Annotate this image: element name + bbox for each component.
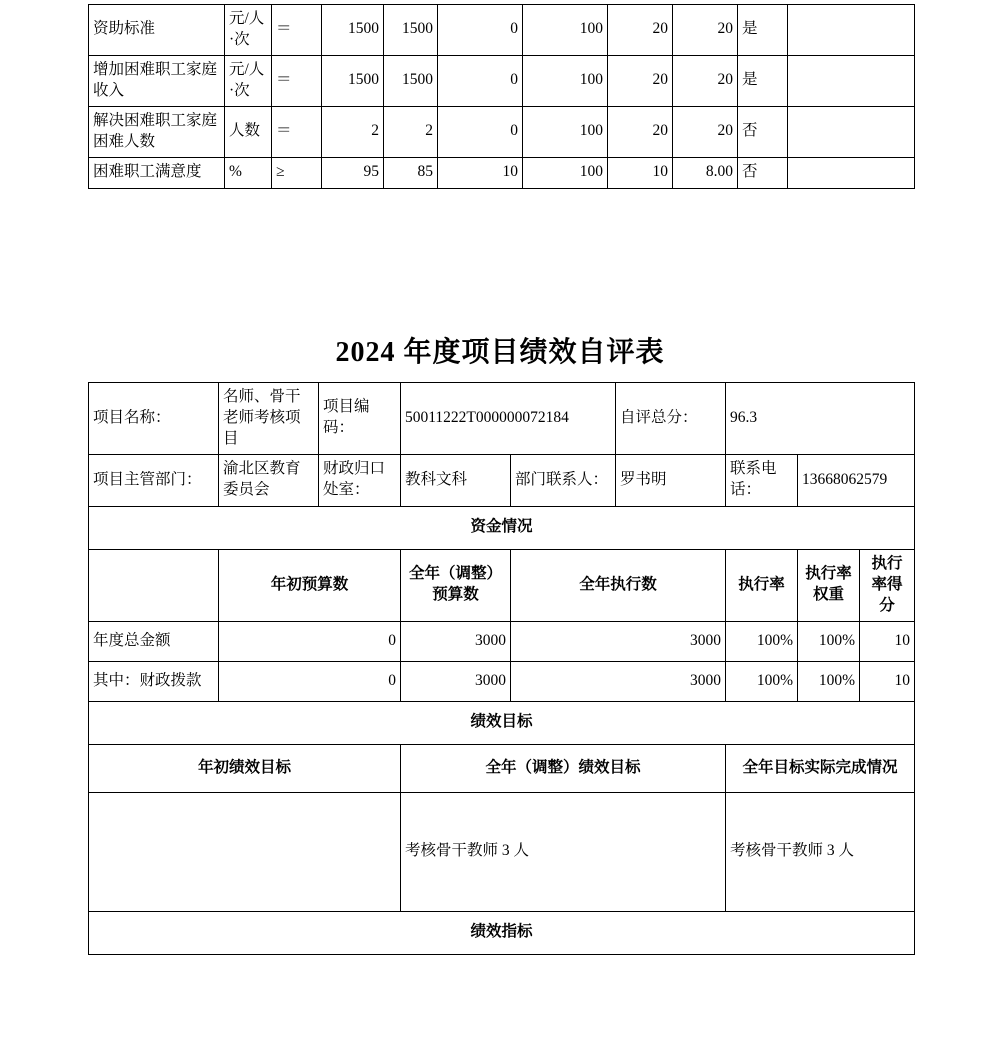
table-row-goals-header — [89, 744, 915, 792]
goals-value-adjusted: 考核骨干教师 3 人 — [401, 792, 726, 911]
indicator-score: 20 — [673, 5, 738, 56]
indicator-score: 20 — [673, 106, 738, 157]
table-row — [89, 55, 915, 106]
label-finance-office: 财政归口处室： — [319, 454, 401, 506]
table-row-goals-band — [89, 701, 915, 744]
indicator-flag: 否 — [738, 157, 788, 188]
performance-indicator-table-continued — [88, 4, 915, 189]
indicator-weight: 100 — [523, 157, 608, 188]
page-title: 2024 年度项目绩效自评表 — [335, 337, 665, 368]
indicator-actual: 0 — [438, 55, 523, 106]
indicator-symbol: ≥ — [272, 157, 322, 188]
funds-execution-weight: 100% — [798, 621, 860, 661]
indicator-flag: 否 — [738, 106, 788, 157]
indicator-symbol: ＝ — [272, 5, 322, 56]
indicator-target-adjusted: 1500 — [384, 55, 438, 106]
indicator-target-year-start: 2 — [322, 106, 384, 157]
indicator-score: 20 — [673, 55, 738, 106]
indicator-note — [788, 55, 915, 106]
label-contact-phone: 联系电话： — [726, 454, 798, 506]
table-row — [89, 157, 915, 188]
funds-row-label: 其中：财政拨款 — [89, 661, 219, 701]
funds-execution-score: 10 — [860, 621, 915, 661]
indicator-unit: % — [225, 157, 272, 188]
value-finance-office: 教科文科 — [401, 454, 511, 506]
indicator-name: 解决困难职工家庭困难人数 — [89, 106, 225, 157]
table-row-funds-band — [89, 506, 915, 549]
label-project-code: 项目编码： — [319, 383, 401, 455]
funds-execution-rate: 100% — [726, 661, 798, 701]
indicator-weight: 100 — [523, 55, 608, 106]
goals-value-actual: 考核骨干教师 3 人 — [726, 792, 915, 911]
indicator-score-weight: 20 — [608, 5, 673, 56]
indicator-flag: 是 — [738, 5, 788, 56]
value-total-score: 96.3 — [726, 383, 915, 455]
table-row-funds-total — [89, 621, 915, 661]
funds-header-execution-rate: 执行率 — [726, 549, 798, 621]
funds-executed: 3000 — [511, 661, 726, 701]
label-project-name: 项目名称： — [89, 383, 219, 455]
indicator-actual: 0 — [438, 106, 523, 157]
value-project-name: 名师、骨干老师考核项目 — [219, 383, 319, 455]
table-row-department-info — [89, 454, 915, 506]
indicator-score-weight: 20 — [608, 55, 673, 106]
funds-executed: 3000 — [511, 621, 726, 661]
indicator-note — [788, 106, 915, 157]
funds-header-execution-score: 执行率得分 — [860, 549, 915, 621]
indicator-name: 增加困难职工家庭收入 — [89, 55, 225, 106]
label-total-score: 自评总分： — [616, 383, 726, 455]
funds-header-executed: 全年执行数 — [511, 549, 726, 621]
funds-execution-score: 10 — [860, 661, 915, 701]
indicator-score: 8.00 — [673, 157, 738, 188]
funds-budget-adjusted: 3000 — [401, 661, 511, 701]
indicator-unit: 元/人·次 — [225, 5, 272, 56]
indicator-weight: 100 — [523, 5, 608, 56]
indicator-target-year-start: 1500 — [322, 55, 384, 106]
indicator-flag: 是 — [738, 55, 788, 106]
value-supervising-department: 渝北区教育委员会 — [219, 454, 319, 506]
indicator-unit: 人数 — [225, 106, 272, 157]
indicator-note — [788, 5, 915, 56]
indicator-symbol: ＝ — [272, 55, 322, 106]
indicator-note — [788, 157, 915, 188]
indicator-target-year-start: 1500 — [322, 5, 384, 56]
indicator-name: 资助标准 — [89, 5, 225, 56]
section-header-funds: 资金情况 — [89, 506, 915, 549]
indicator-actual: 0 — [438, 5, 523, 56]
indicator-unit: 元/人·次 — [225, 55, 272, 106]
table-row-funds-header — [89, 549, 915, 621]
label-supervising-department: 项目主管部门： — [89, 454, 219, 506]
table-row-indicators-band — [89, 911, 915, 954]
funds-execution-rate: 100% — [726, 621, 798, 661]
goals-header-actual: 全年目标实际完成情况 — [726, 744, 915, 792]
value-contact-person: 罗书明 — [616, 454, 726, 506]
funds-budget-year-start: 0 — [219, 621, 401, 661]
indicator-actual: 10 — [438, 157, 523, 188]
funds-execution-weight: 100% — [798, 661, 860, 701]
funds-header-budget-year-start: 年初预算数 — [219, 549, 401, 621]
section-header-indicators: 绩效指标 — [89, 911, 915, 954]
funds-header-budget-adjusted: 全年（调整）预算数 — [401, 549, 511, 621]
indicator-target-adjusted: 2 — [384, 106, 438, 157]
goals-value-year-start — [89, 792, 401, 911]
indicator-score-weight: 10 — [608, 157, 673, 188]
funds-row-label: 年度总金额 — [89, 621, 219, 661]
indicator-target-adjusted: 1500 — [384, 5, 438, 56]
indicator-weight: 100 — [523, 106, 608, 157]
funds-header-blank — [89, 549, 219, 621]
table-row — [89, 106, 915, 157]
value-contact-phone: 13668062579 — [798, 454, 915, 506]
table-row-project-info — [89, 383, 915, 455]
table-row-funds-appropriation — [89, 661, 915, 701]
indicator-name: 困难职工满意度 — [89, 157, 225, 188]
table-row — [89, 5, 915, 56]
indicator-target-year-start: 95 — [322, 157, 384, 188]
value-project-code: 50011222T000000072184 — [401, 383, 616, 455]
indicator-score-weight: 20 — [608, 106, 673, 157]
table-row-goals-content — [89, 792, 915, 911]
project-self-evaluation-table — [88, 382, 915, 955]
indicator-symbol: ＝ — [272, 106, 322, 157]
funds-budget-year-start: 0 — [219, 661, 401, 701]
goals-header-adjusted: 全年（调整）绩效目标 — [401, 744, 726, 792]
section-header-goals: 绩效目标 — [89, 701, 915, 744]
label-contact-person: 部门联系人： — [511, 454, 616, 506]
funds-budget-adjusted: 3000 — [401, 621, 511, 661]
funds-header-execution-weight: 执行率权重 — [798, 549, 860, 621]
indicator-target-adjusted: 85 — [384, 157, 438, 188]
goals-header-year-start: 年初绩效目标 — [89, 744, 401, 792]
